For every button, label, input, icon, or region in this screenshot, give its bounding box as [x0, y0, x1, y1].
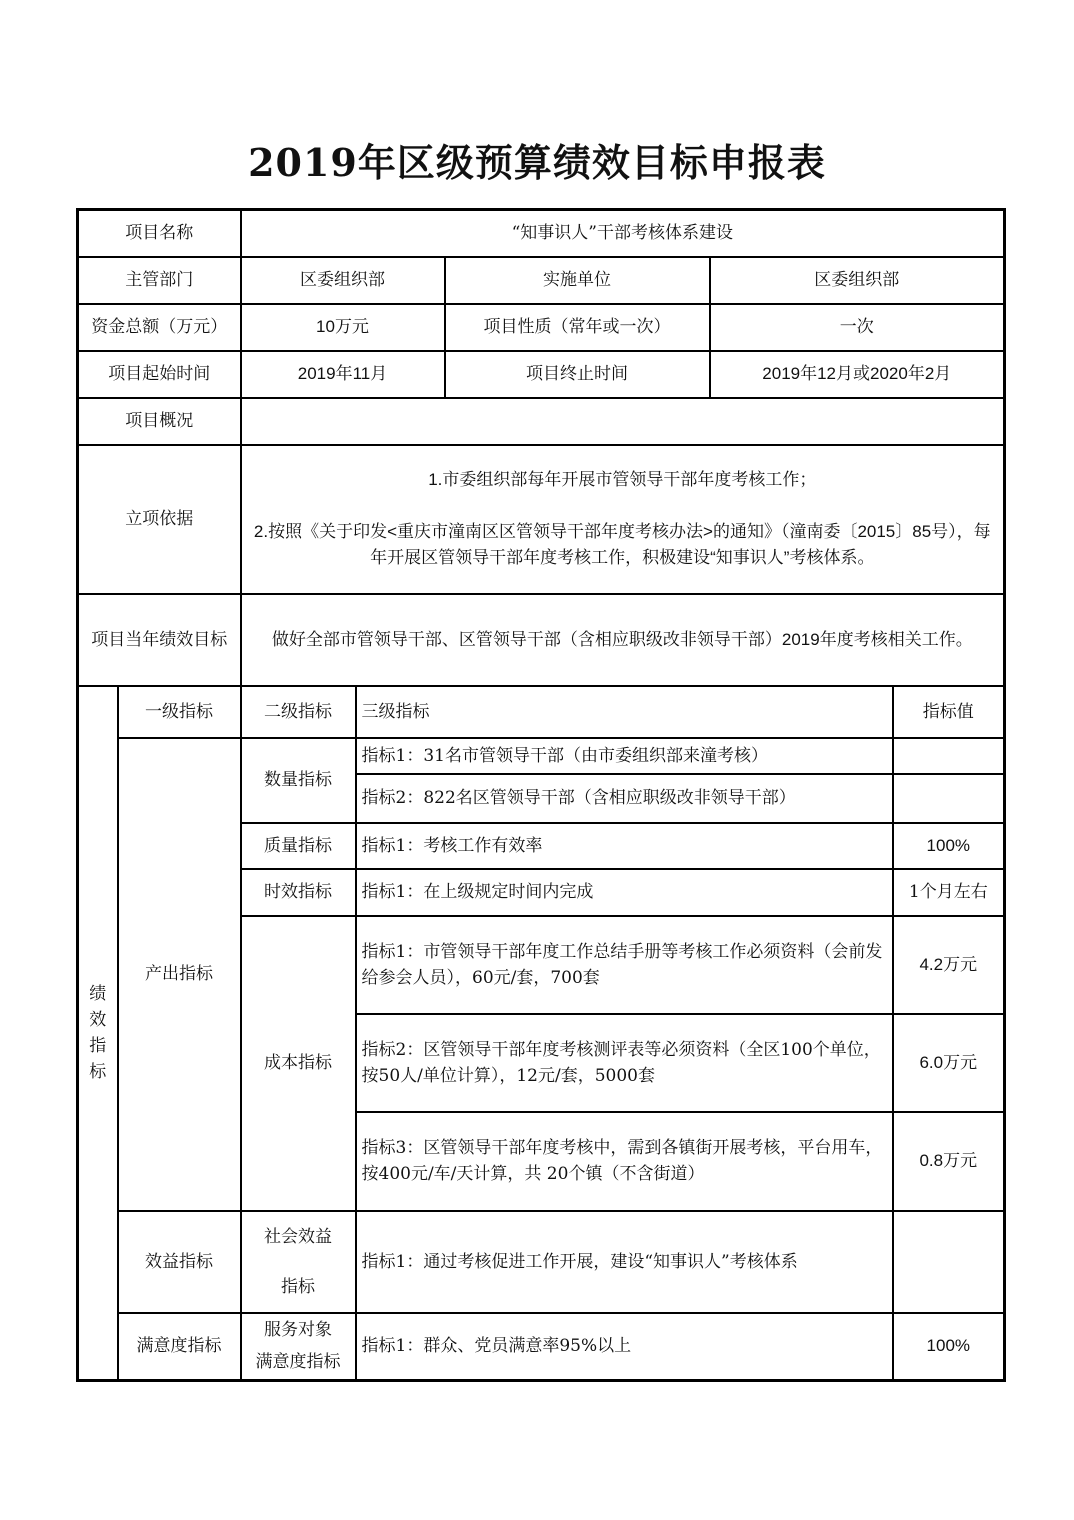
dept-value: 区委组织部: [241, 257, 445, 304]
start-label: 项目起始时间: [78, 351, 241, 398]
row-goal: [78, 594, 1005, 686]
indicator-section-label: 绩 效 指 标: [78, 686, 118, 1381]
goal-label: 项目当年绩效目标: [78, 594, 241, 686]
fund-label: 资金总额（万元）: [78, 304, 241, 351]
quantity-1: 指标1：31名市管领导干部（由市委组织部来潼考核）: [356, 738, 893, 774]
overview-value: [241, 398, 1005, 445]
end-value: 2019年12月或2020年2月: [710, 351, 1005, 398]
timeliness-label: 时效指标: [241, 869, 356, 916]
timeliness-1-value: 1个月左右: [893, 869, 1005, 916]
row-indicator-headers: [78, 686, 1005, 738]
quality-1: 指标1：考核工作有效率: [356, 823, 893, 869]
goal-value: 做好全部市管领导干部、区管领导干部（含相应职级改非领导干部）2019年度考核相关工作。: [241, 594, 1005, 686]
cost-3: 指标3：区管领导干部年度考核中，需到各镇街开展考核，平台用车，按400元/车/天计算，共 20个镇（不含街道）: [356, 1112, 893, 1211]
row-satisfaction: [78, 1313, 1005, 1381]
row-overview: [78, 398, 1005, 445]
impl-value: 区委组织部: [710, 257, 1005, 304]
social-label: 社会效益 指标: [241, 1211, 356, 1313]
cost-1-value: 4.2万元: [893, 916, 1005, 1014]
impl-label: 实施单位: [445, 257, 710, 304]
satisfaction-label: 满意度指标: [118, 1313, 241, 1381]
nature-label: 项目性质（常年或一次）: [445, 304, 710, 351]
project-name-value: “知事识人”干部考核体系建设: [241, 210, 1005, 257]
row-fund: [78, 304, 1005, 351]
quantity-1-value: [893, 738, 1005, 774]
row-basis: [78, 445, 1005, 594]
page-title: 2019年区级预算绩效目标申报表: [248, 140, 826, 185]
quantity-label: 数量指标: [241, 738, 356, 823]
header-level3: 三级指标: [356, 686, 893, 738]
quantity-2: 指标2：822名区管领导干部（含相应职级改非领导干部）: [356, 774, 893, 823]
social-1: 指标1：通过考核促进工作开展，建设“知事识人”考核体系: [356, 1211, 893, 1313]
dept-label: 主管部门: [78, 257, 241, 304]
nature-value: 一次: [710, 304, 1005, 351]
cost-2-value: 6.0万元: [893, 1014, 1005, 1112]
cost-2: 指标2：区管领导干部年度考核测评表等必须资料（全区100个单位，按50人/单位计算），12元/套，5000套: [356, 1014, 893, 1112]
row-time: [78, 351, 1005, 398]
service-label: 服务对象 满意度指标: [241, 1313, 356, 1381]
budget-form-table: [76, 208, 1006, 1382]
row-social-benefit: [78, 1211, 1005, 1313]
output-label: 产出指标: [118, 738, 241, 1211]
quality-label: 质量指标: [241, 823, 356, 869]
project-name-label: 项目名称: [78, 210, 241, 257]
cost-1: 指标1：市管领导干部年度工作总结手册等考核工作必须资料（会前发给参会人员），60元/套，700套: [356, 916, 893, 1014]
timeliness-1: 指标1：在上级规定时间内完成: [356, 869, 893, 916]
header-level2: 二级指标: [241, 686, 356, 738]
basis-value: [241, 445, 1005, 594]
basis-line-2: 2.按照《关于印发<重庆市潼南区区管领导干部年度考核办法>的通知》（潼南委〔2015〕85号），每年开展区管领导干部年度考核工作，积极建设“知事识人”考核体系。: [253, 522, 991, 567]
quantity-2-value: [893, 774, 1005, 823]
benefit-label: 效益指标: [118, 1211, 241, 1313]
header-value: 指标值: [893, 686, 1005, 738]
header-level1: 一级指标: [118, 686, 241, 738]
end-label: 项目终止时间: [445, 351, 710, 398]
service-1: 指标1：群众、党员满意率95%以上: [356, 1313, 893, 1381]
basis-line-1: 1.市委组织部每年开展市管领导干部年度考核工作；: [428, 470, 817, 489]
row-department: [78, 257, 1005, 304]
cost-label: 成本指标: [241, 916, 356, 1211]
fund-value: 10万元: [241, 304, 445, 351]
row-quantity-1: [78, 738, 1005, 774]
start-value: 2019年11月: [241, 351, 445, 398]
quality-1-value: 100%: [893, 823, 1005, 869]
social-1-value: [893, 1211, 1005, 1313]
overview-label: 项目概况: [78, 398, 241, 445]
basis-label: 立项依据: [78, 445, 241, 594]
cost-3-value: 0.8万元: [893, 1112, 1005, 1211]
row-project-name: [78, 210, 1005, 257]
service-1-value: 100%: [893, 1313, 1005, 1381]
